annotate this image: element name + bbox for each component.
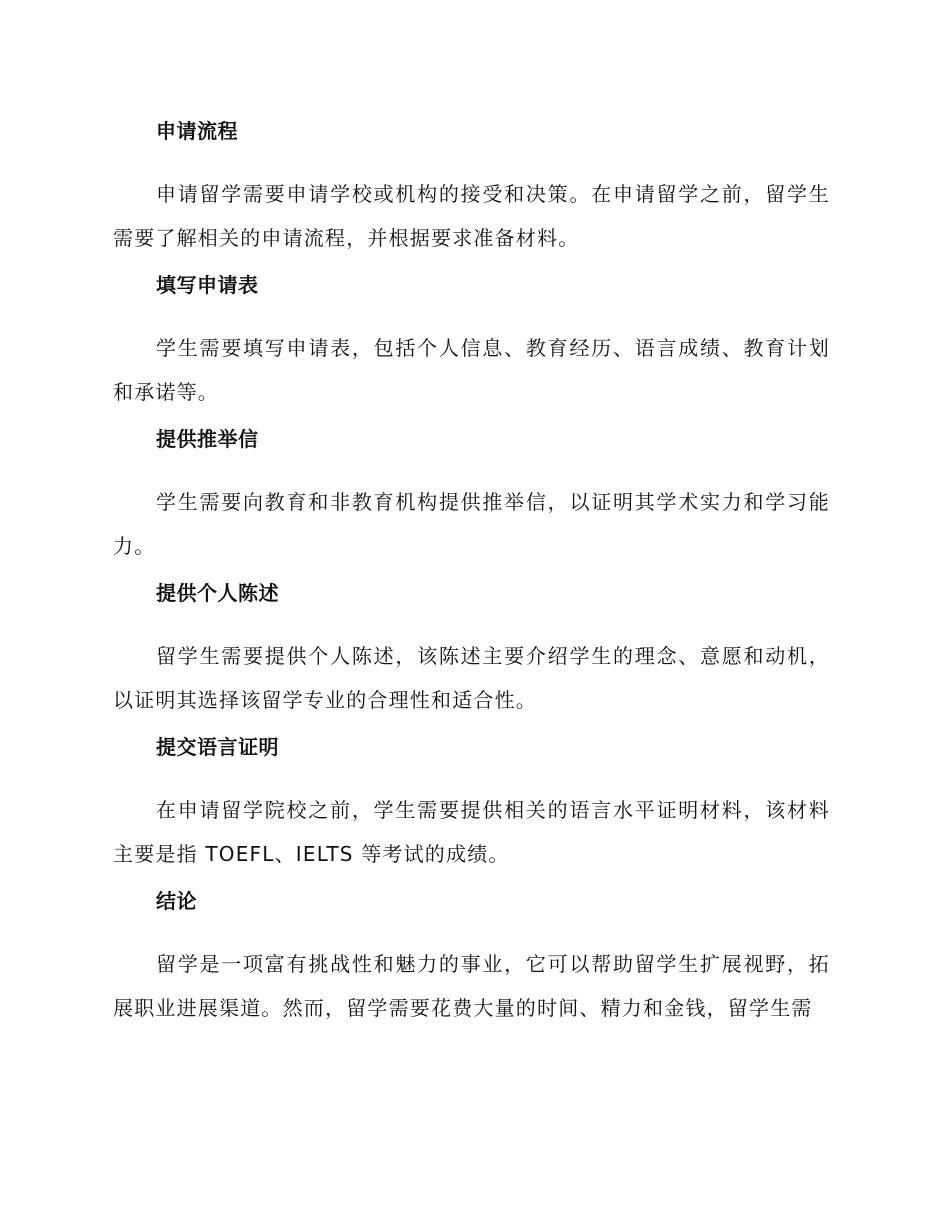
section-paragraph: 学生需要填写申请表，包括个人信息、教育经历、语言成绩、教育计划和承诺等。 <box>113 336 830 404</box>
section-heading: 填写申请表 <box>156 273 259 297</box>
section-recommendation-letter <box>113 424 830 568</box>
section-heading: 提供推举信 <box>156 427 259 451</box>
section-fill-application-form <box>113 270 830 414</box>
section-personal-statement <box>113 578 830 722</box>
section-paragraph: 申请留学需要申请学校或机构的接受和决策。在申请留学之前，留学生需要了解相关的申请流程，并根据要求准备材料。 <box>113 182 830 250</box>
section-heading: 申请流程 <box>156 119 238 143</box>
section-paragraph: 留学生需要提供个人陈述，该陈述主要介绍学生的理念、意愿和动机，以证明其选择该留学专业的合理性和适合性。 <box>113 644 830 712</box>
section-language-proof <box>113 732 830 876</box>
section-paragraph: 在申请留学院校之前，学生需要提供相关的语言水平证明材料，该材料主要是指 TOEFL、IELTS 等考试的成绩。 <box>113 798 830 866</box>
section-heading: 结论 <box>156 889 197 913</box>
section-heading: 提交语言证明 <box>156 735 279 759</box>
section-paragraph: 学生需要向教育和非教育机构提供推举信，以证明其学术实力和学习能力。 <box>113 490 830 558</box>
section-conclusion <box>113 886 830 1030</box>
section-paragraph: 留学是一项富有挑战性和魅力的事业，它可以帮助留学生扩展视野，拓展职业进展渠道。然而，留学需要花费大量的时间、精力和金钱，留学生需 <box>113 952 830 1020</box>
section-heading: 提供个人陈述 <box>156 581 279 605</box>
section-application-process <box>113 116 830 260</box>
